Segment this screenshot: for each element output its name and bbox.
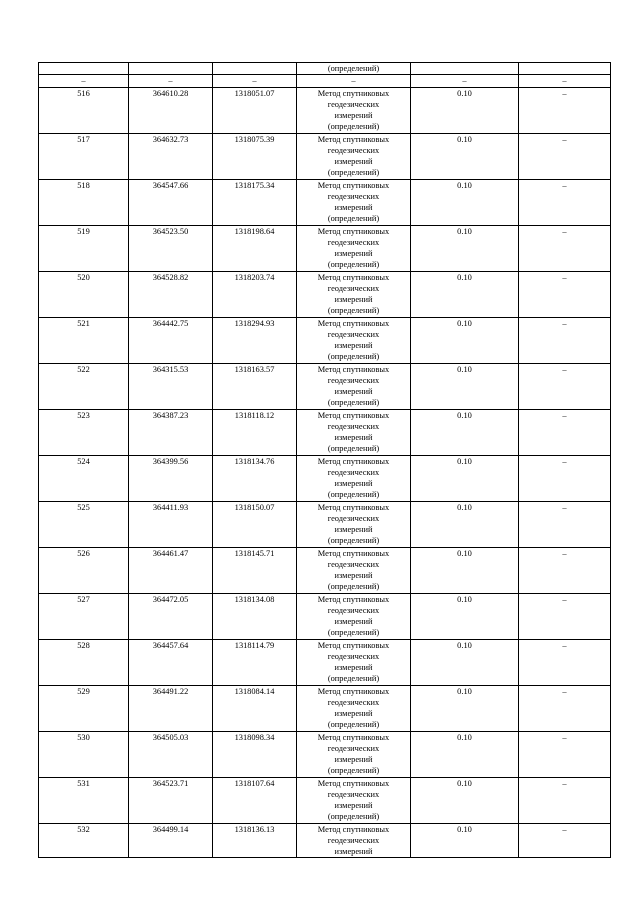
table-row xyxy=(39,409,611,455)
accuracy-cell: 0.10 xyxy=(411,777,519,823)
point-number-cell: 532 xyxy=(39,823,129,858)
accuracy-cell: 0.10 xyxy=(411,593,519,639)
table-row xyxy=(39,87,611,133)
description-cell: – xyxy=(519,639,611,685)
coordinate-y-cell: 1318134.76 xyxy=(213,455,297,501)
method-cell: Метод спутниковых геодезических измерений (определений) xyxy=(297,639,411,685)
table-row xyxy=(39,731,611,777)
coordinate-y-cell: 1318051.07 xyxy=(213,87,297,133)
coordinates-table-body xyxy=(39,63,611,858)
method-cell: Метод спутниковых геодезических измерений (определений) xyxy=(297,777,411,823)
method-cell: Метод спутниковых геодезических измерений (определений) xyxy=(297,317,411,363)
point-number-cell: 531 xyxy=(39,777,129,823)
table-row xyxy=(39,639,611,685)
coordinate-x-cell: 364491.22 xyxy=(129,685,213,731)
method-cell: Метод спутниковых геодезических измерений (определений) xyxy=(297,271,411,317)
fragment-cell-2 xyxy=(129,63,213,75)
description-cell: – xyxy=(519,731,611,777)
accuracy-cell: 0.10 xyxy=(411,501,519,547)
accuracy-cell: 0.10 xyxy=(411,225,519,271)
description-cell: – xyxy=(519,501,611,547)
point-number-cell: 520 xyxy=(39,271,129,317)
coordinate-x-cell: 364632.73 xyxy=(129,133,213,179)
coordinate-x-cell: 364399.56 xyxy=(129,455,213,501)
coordinate-y-cell: 1318294.93 xyxy=(213,317,297,363)
table-row xyxy=(39,685,611,731)
method-cell: Метод спутниковых геодезических измерений (определений) xyxy=(297,455,411,501)
description-cell: – xyxy=(519,593,611,639)
method-cell: Метод спутниковых геодезических измерений (определений) xyxy=(297,547,411,593)
coordinate-x-cell: 364387.23 xyxy=(129,409,213,455)
point-number-cell: 528 xyxy=(39,639,129,685)
point-number-cell: 521 xyxy=(39,317,129,363)
fragment-cell-5 xyxy=(411,63,519,75)
table-row xyxy=(39,547,611,593)
method-cell: Метод спутниковых геодезических измерений (определений) xyxy=(297,409,411,455)
description-cell: – xyxy=(519,271,611,317)
accuracy-cell: 0.10 xyxy=(411,271,519,317)
fragment-cell-1 xyxy=(39,63,129,75)
table-row xyxy=(39,455,611,501)
point-number-cell: 523 xyxy=(39,409,129,455)
coordinate-y-cell: 1318163.57 xyxy=(213,363,297,409)
coordinate-y-cell: 1318203.74 xyxy=(213,271,297,317)
point-number-cell: 517 xyxy=(39,133,129,179)
accuracy-cell: 0.10 xyxy=(411,409,519,455)
coordinate-y-cell: 1318075.39 xyxy=(213,133,297,179)
coordinate-x-cell: 364457.64 xyxy=(129,639,213,685)
table-row xyxy=(39,133,611,179)
coordinate-y-cell: 1318145.71 xyxy=(213,547,297,593)
coordinate-y-cell: 1318084.14 xyxy=(213,685,297,731)
numbering-cell-5: – xyxy=(411,75,519,87)
description-cell: – xyxy=(519,823,611,858)
coordinate-y-cell: 1318114.79 xyxy=(213,639,297,685)
description-cell: – xyxy=(519,317,611,363)
description-cell: – xyxy=(519,225,611,271)
table-row xyxy=(39,777,611,823)
point-number-cell: 518 xyxy=(39,179,129,225)
method-cell: Метод спутниковых геодезических измерений (определений) xyxy=(297,363,411,409)
point-number-cell: 516 xyxy=(39,87,129,133)
coordinate-x-cell: 364315.53 xyxy=(129,363,213,409)
coordinate-x-cell: 364472.05 xyxy=(129,593,213,639)
description-cell: – xyxy=(519,547,611,593)
description-cell: – xyxy=(519,179,611,225)
method-cell: Метод спутниковых геодезических измерений xyxy=(297,823,411,858)
table-row xyxy=(39,593,611,639)
table-row xyxy=(39,363,611,409)
fragment-cell-method: (определений) xyxy=(297,63,411,75)
method-cell: Метод спутниковых геодезических измерений (определений) xyxy=(297,501,411,547)
table-row xyxy=(39,501,611,547)
coordinate-x-cell: 364411.93 xyxy=(129,501,213,547)
method-cell: Метод спутниковых геодезических измерений (определений) xyxy=(297,179,411,225)
method-cell: Метод спутниковых геодезических измерений (определений) xyxy=(297,87,411,133)
point-number-cell: 530 xyxy=(39,731,129,777)
accuracy-cell: 0.10 xyxy=(411,179,519,225)
numbering-cell-1: – xyxy=(39,75,129,87)
coordinate-y-cell: 1318150.07 xyxy=(213,501,297,547)
coordinate-x-cell: 364461.47 xyxy=(129,547,213,593)
point-number-cell: 529 xyxy=(39,685,129,731)
coordinate-x-cell: 364610.28 xyxy=(129,87,213,133)
description-cell: – xyxy=(519,363,611,409)
accuracy-cell: 0.10 xyxy=(411,317,519,363)
numbering-cell-4: – xyxy=(297,75,411,87)
description-cell: – xyxy=(519,409,611,455)
column-numbering-row xyxy=(39,75,611,87)
point-number-cell: 522 xyxy=(39,363,129,409)
coordinate-x-cell: 364523.50 xyxy=(129,225,213,271)
description-cell: – xyxy=(519,455,611,501)
point-number-cell: 527 xyxy=(39,593,129,639)
coordinate-y-cell: 1318136.13 xyxy=(213,823,297,858)
point-number-cell: 524 xyxy=(39,455,129,501)
accuracy-cell: 0.10 xyxy=(411,133,519,179)
table-row xyxy=(39,823,611,858)
accuracy-cell: 0.10 xyxy=(411,363,519,409)
point-number-cell: 525 xyxy=(39,501,129,547)
method-cell: Метод спутниковых геодезических измерений (определений) xyxy=(297,685,411,731)
accuracy-cell: 0.10 xyxy=(411,547,519,593)
accuracy-cell: 0.10 xyxy=(411,639,519,685)
method-cell: Метод спутниковых геодезических измерений (определений) xyxy=(297,593,411,639)
coordinate-x-cell: 364523.71 xyxy=(129,777,213,823)
accuracy-cell: 0.10 xyxy=(411,455,519,501)
accuracy-cell: 0.10 xyxy=(411,87,519,133)
coordinate-x-cell: 364547.66 xyxy=(129,179,213,225)
coordinates-table xyxy=(38,62,611,858)
method-cell: Метод спутниковых геодезических измерений (определений) xyxy=(297,731,411,777)
coordinate-x-cell: 364505.03 xyxy=(129,731,213,777)
accuracy-cell: 0.10 xyxy=(411,685,519,731)
point-number-cell: 526 xyxy=(39,547,129,593)
coordinate-x-cell: 364442.75 xyxy=(129,317,213,363)
table-row xyxy=(39,317,611,363)
coordinate-y-cell: 1318198.64 xyxy=(213,225,297,271)
method-cell: Метод спутниковых геодезических измерений (определений) xyxy=(297,133,411,179)
coordinate-y-cell: 1318107.64 xyxy=(213,777,297,823)
coordinate-x-cell: 364499.14 xyxy=(129,823,213,858)
point-number-cell: 519 xyxy=(39,225,129,271)
description-cell: – xyxy=(519,685,611,731)
accuracy-cell: 0.10 xyxy=(411,823,519,858)
fragment-cell-6 xyxy=(519,63,611,75)
description-cell: – xyxy=(519,87,611,133)
numbering-cell-2: – xyxy=(129,75,213,87)
fragment-cell-3 xyxy=(213,63,297,75)
table-row xyxy=(39,225,611,271)
coordinate-y-cell: 1318118.12 xyxy=(213,409,297,455)
table-row xyxy=(39,271,611,317)
coordinate-y-cell: 1318134.08 xyxy=(213,593,297,639)
description-cell: – xyxy=(519,777,611,823)
description-cell: – xyxy=(519,133,611,179)
coordinate-y-cell: 1318098.34 xyxy=(213,731,297,777)
numbering-cell-6: – xyxy=(519,75,611,87)
table-row xyxy=(39,179,611,225)
coordinate-x-cell: 364528.82 xyxy=(129,271,213,317)
continued-fragment-row xyxy=(39,63,611,75)
method-cell: Метод спутниковых геодезических измерений (определений) xyxy=(297,225,411,271)
coordinate-y-cell: 1318175.34 xyxy=(213,179,297,225)
accuracy-cell: 0.10 xyxy=(411,731,519,777)
numbering-cell-3: – xyxy=(213,75,297,87)
